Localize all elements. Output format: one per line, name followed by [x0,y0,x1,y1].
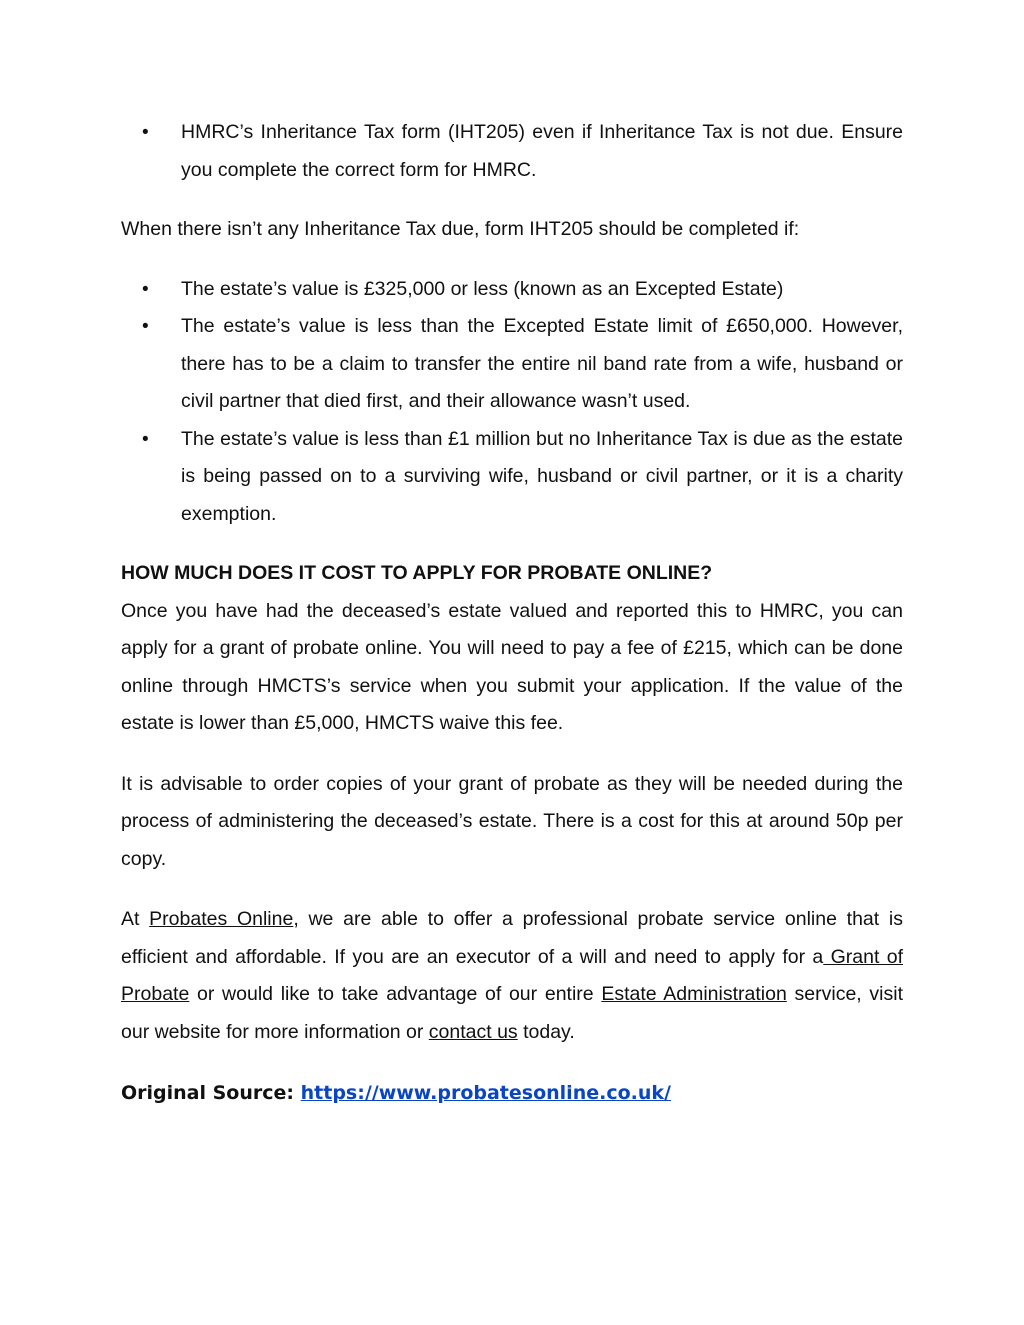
bullet-icon: • [142,122,149,143]
list-item-text: The estate’s value is £325,000 or less (known as an Excepted Estate) [181,277,784,300]
grant-of-probate-link[interactable]: Grant of Probate [121,945,903,1005]
paragraph-text: At [121,908,150,930]
document-page [121,114,903,1113]
list-item-text: HMRC’s Inheritance Tax form (IHT205) even if Inheritance Tax is not due. Ensure you complete the correct form for HMRC. [181,121,903,181]
paragraph-text: or would like to take advantage of our entire [189,983,602,1005]
section-heading: HOW MUCH DOES IT COST TO APPLY FOR PROBATE ONLINE? [121,562,713,584]
copies-paragraph: It is advisable to order copies of your grant of probate as they will be needed during the process of administering the deceased’s estate. There is a cost for this at around 50p per copy. [121,772,903,870]
cost-paragraph: Once you have had the deceased’s estate valued and reported this to HMRC, you can apply for a grant of probate online. You will need to pay a fee of £215, which can be done online through HMCTS’s service when you submit your application. If the value of the estate is lower than £5,000, HMCTS waive this fee. [121,599,903,734]
estate-administration-link[interactable]: Estate Administration [601,983,787,1005]
source-url-link[interactable]: https://www.probatesonline.co.uk/ [300,1082,671,1104]
list-item [121,271,903,309]
bullet-icon: • [142,316,149,337]
list-item-text: The estate’s value is less than the Excepted Estate limit of £650,000. However, there has to be a claim to transfer the entire nil band rate from a wife, husband or civil partner that died first, and their allowance wasn’t used. [181,315,903,412]
probates-online-link[interactable]: Probates Online [149,908,294,930]
original-source [121,1075,903,1113]
service-paragraph [121,901,903,1051]
list-item [121,421,903,534]
bullet-icon: • [142,428,149,450]
list-item [121,308,903,421]
contact-us-link[interactable]: contact us [428,1020,518,1043]
intro-paragraph: When there isn’t any Inheritance Tax due, form IHT205 should be completed if: [121,218,800,240]
bullet-list-forms [121,114,903,189]
bullet-list-conditions [121,271,903,534]
paragraph-text: , we are able to offer a professional probate service online that is efficient and affordable. If you are an executor of a will and need to apply for a [121,908,904,968]
bullet-icon: • [142,278,149,300]
source-label: Original Source [121,1082,287,1104]
source-separator: : [286,1082,301,1104]
list-item [121,114,903,189]
paragraph-text: today. [517,1020,575,1043]
paragraph-text: service, visit our website for more information or [121,983,903,1043]
list-item-text: The estate’s value is less than £1 million but no Inheritance Tax is due as the estate is being passed on to a surviving wife, husband or civil partner, or it is a charity exemption. [181,427,903,525]
